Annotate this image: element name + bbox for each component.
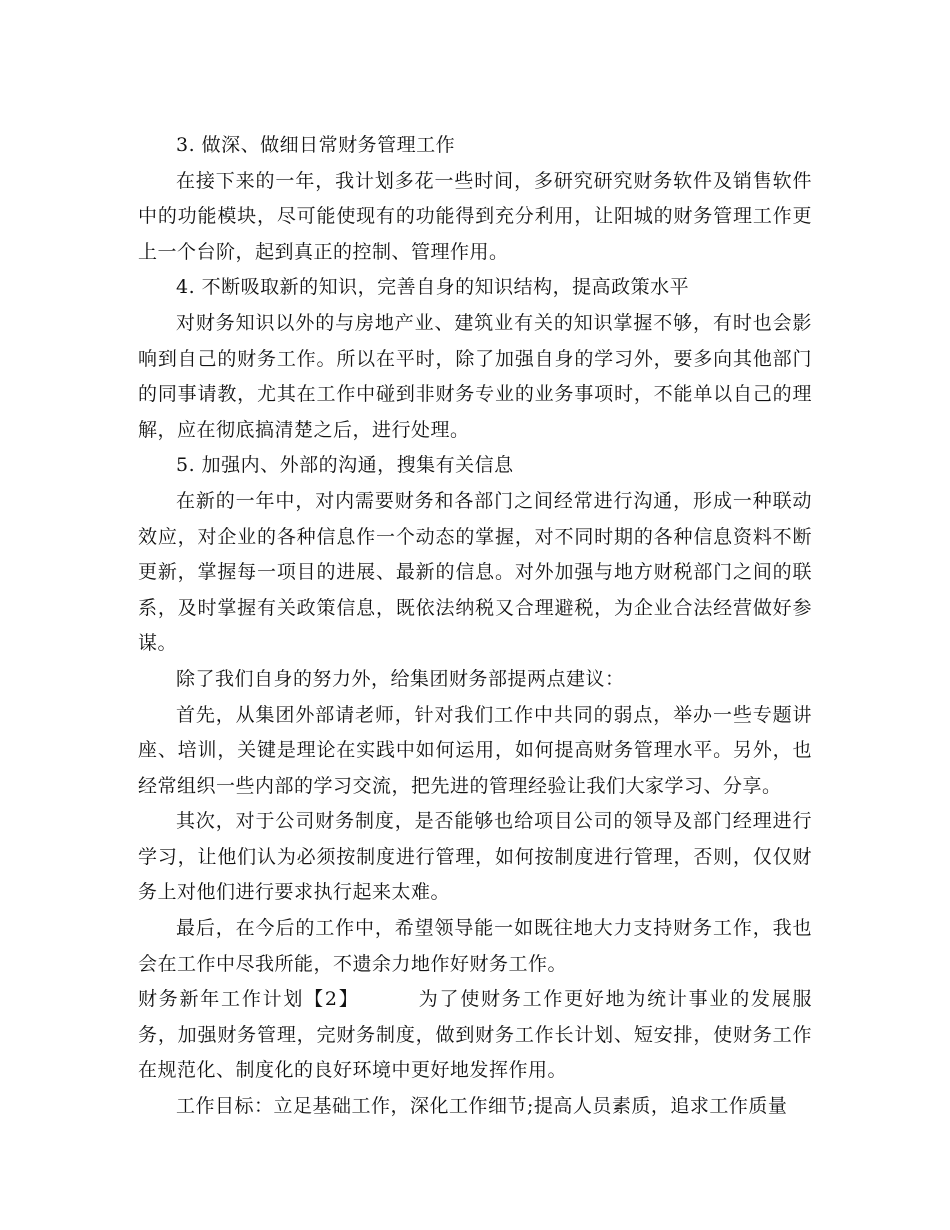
suggestion-second: 其次，对于公司财务制度，是否能够也给项目公司的领导及部门经理进行学习，让他们认为必须按制度进行管理，如何按制度进行管理，否则，仅仅财务上对他们进行要求执行起来太难。 [138, 810, 812, 904]
paragraph-4-body: 对财务知识以外的与房地产业、建筑业有关的知识掌握不够，有时也会影响到自己的财务工作。所以在平时，除了加强自身的学习外，要多向其他部门的同事请教，尤其在工作中碰到非财务专业的业务事项时，不能单以自己的理解，应在彻底搞清楚之后，进行处理。 [138, 311, 812, 441]
paragraph-3-body: 在接下来的一年，我计划多花一些时间，多研究研究财务软件及销售软件中的功能模块，尽可能使现有的功能得到充分利用，让阳城的财务管理工作更上一个台阶，起到真正的控制、管理作用。 [138, 169, 812, 263]
section-heading-4: 4. 不断吸取新的知识，完善自身的知识结构，提高政策水平 [176, 276, 690, 299]
suggestion-first: 首先，从集团外部请老师，针对我们工作中共同的弱点，举办一些专题讲座、培训，关键是理论在实践中如何运用，如何提高财务管理水平。另外，也经常组织一些内部的学习交流，把先进的管理经验让我们大家学习、分享。 [138, 703, 812, 797]
suggestions-intro: 除了我们自身的努力外，给集团财务部提两点建议： [176, 667, 625, 690]
paragraph-5-body: 在新的一年中，对内需要财务和各部门之间经常进行沟通，形成一种联动效应，对企业的各种信息作一个动态的掌握，对不同时期的各种信息资料不断更新，掌握每一项目的进展、最新的信息。对外加强与地方财税部门之间的联系，及时掌握有关政策信息，既依法纳税又合理避税，为企业合法经营做好参谋。 [138, 489, 812, 655]
work-goal: 工作目标：立足基础工作，深化工作细节;提高人员素质，追求工作质量 [176, 1095, 788, 1118]
document-body [138, 128, 812, 1125]
plan-intro: 为了使财务工作更好地为统计事业的发展服务，加强财务管理，完财务制度，做到财务工作长计划、短安排，使财务工作在规范化、制度化的良好环境中更好地发挥作用。 [138, 988, 812, 1082]
section-heading-3: 3. 做深、做细日常财务管理工作 [176, 134, 456, 156]
section-heading-5: 5. 加强内、外部的沟通，搜集有关信息 [176, 454, 514, 477]
plan-heading: 财务新年工作计划【2】 [138, 988, 360, 1011]
plan-section [138, 982, 812, 1089]
closing-paragraph: 最后，在今后的工作中，希望领导能一如既往地大力支持财务工作，我也会在工作中尽我所能，不遗余力地作好财务工作。 [138, 917, 812, 975]
